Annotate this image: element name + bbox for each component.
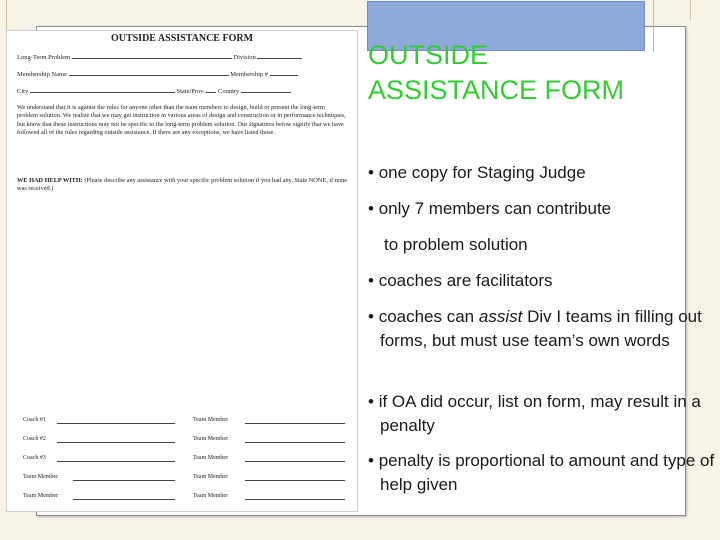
- bullet-item: [368, 161, 688, 185]
- bullet-marker: •: [368, 307, 374, 326]
- signature-label: Team Member: [23, 474, 59, 480]
- form-field-label: Membership Name: [17, 71, 68, 78]
- signature-label: Team Member: [193, 417, 229, 423]
- bullet-marker: •: [368, 451, 374, 470]
- signature-row: [23, 436, 353, 446]
- slide-title: OUTSIDE ASSISTANCE FORM: [368, 40, 625, 105]
- signature-label: Team Member: [193, 474, 229, 480]
- form-field-label: State/Prov.: [176, 88, 205, 95]
- signature-row: [23, 493, 353, 503]
- page-edge-line: [690, 0, 691, 20]
- signature-label: Coach #2: [23, 436, 46, 442]
- form-field-location: [17, 86, 291, 95]
- form-field-label: Division: [233, 54, 256, 61]
- bullet-text: coaches are facilitators: [378, 271, 553, 290]
- signature-label: Team Member: [193, 436, 229, 442]
- form-help-heading: WE HAD HELP WITH:: [17, 177, 83, 184]
- form-field-problem: [17, 52, 302, 61]
- form-field-membership: [17, 69, 298, 78]
- bullet-marker: •: [368, 163, 374, 182]
- bullet-item: [368, 197, 688, 221]
- signature-label: Team Member: [193, 455, 229, 461]
- signature-row: [23, 474, 353, 484]
- form-title: OUTSIDE ASSISTANCE FORM: [110, 33, 254, 44]
- form-statement: We understand that it is against the rules for anyone other than the team members to design, build or present the long-term problem solution. We realize that we may get instruction in various areas of design and construction or in performance techniques, but know that these instructions may not be specific to the long-term problem solution. Our signatures below signify that we have followed all of the rules regarding outside assistance. If there are any exceptions, we have listed those.: [17, 104, 346, 137]
- bullet-text: Div I teams in filling out forms, but must use team’s own words: [380, 307, 702, 350]
- bullet-marker: •: [368, 271, 374, 290]
- form-field-label: Long-Term Problem: [17, 54, 71, 61]
- form-field-label: Membership #: [230, 71, 268, 78]
- bullet-text: penalty is proportional to amount and type of help given: [378, 451, 715, 494]
- signature-label: Coach #3: [23, 455, 46, 461]
- accent-rule: [653, 0, 654, 52]
- bullet-text: coaches can: [378, 307, 479, 326]
- signature-row: [23, 417, 353, 427]
- bullet-text: to problem solution: [384, 235, 528, 254]
- bullet-text: if OA did occur, list on form, may result in a penalty: [378, 392, 701, 435]
- bullet-text: one copy for Staging Judge: [378, 163, 586, 182]
- form-help-instructions: (Please describe any assistance with your specific problem solution if you had any. State NONE, if none was received.): [17, 177, 348, 193]
- bullet-item: [368, 305, 710, 353]
- form-field-label: Country: [218, 88, 240, 95]
- bullet-emphasis: assist: [478, 307, 523, 326]
- signature-label: Coach #1: [23, 417, 46, 423]
- signature-label: Team Member: [23, 493, 59, 499]
- form-field-label: City: [17, 88, 29, 95]
- signature-label: Team Member: [193, 493, 229, 499]
- bullet-continuation: [384, 233, 704, 257]
- outside-assistance-form-image: [6, 30, 358, 512]
- bullet-item: [368, 449, 720, 497]
- bullet-text: only 7 members can contribute: [378, 199, 612, 218]
- signature-row: [23, 455, 353, 465]
- bullet-item: [368, 269, 688, 293]
- form-help-section: [17, 177, 347, 194]
- bullet-marker: •: [368, 392, 374, 411]
- page-edge-line: [6, 0, 7, 30]
- bullet-item: [368, 390, 710, 438]
- bullet-marker: •: [368, 199, 374, 218]
